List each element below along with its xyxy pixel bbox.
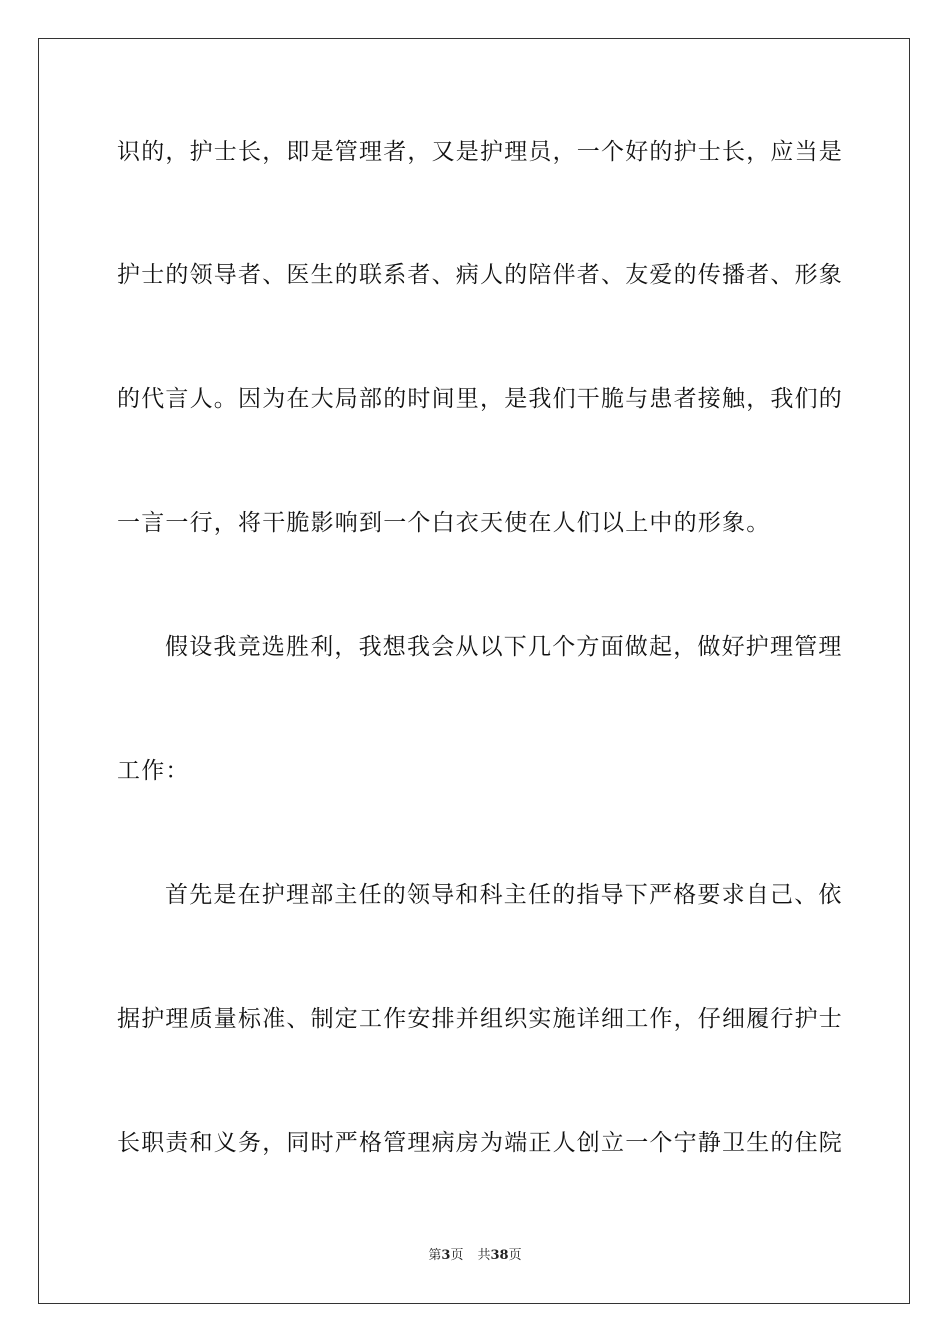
page-footer xyxy=(0,1247,950,1265)
footer-page-prefix: 第 xyxy=(428,1248,442,1263)
footer-page-suffix: 页 xyxy=(450,1248,464,1263)
text-line-8: 据护理质量标准、制定工作安排并组织实施详细工作，仔细履行护士 xyxy=(117,1006,843,1032)
text-line-2: 护士的领导者、医生的联系者、病人的陪伴者、友爱的传播者、形象 xyxy=(117,262,843,288)
text-line-3: 的代言人。因为在大局部的时间里，是我们干脆与患者接触，我们的 xyxy=(117,386,843,412)
footer-page-number: 3 xyxy=(441,1248,451,1263)
text-line-6: 工作： xyxy=(117,758,190,784)
page-border xyxy=(38,38,910,1304)
footer-total-prefix: 共 xyxy=(477,1248,491,1263)
footer-total-suffix: 页 xyxy=(508,1248,522,1263)
text-line-1: 识的，护士长，即是管理者，又是护理员，一个好的护士长，应当是 xyxy=(117,139,843,165)
text-line-9: 长职责和义务，同时严格管理病房为端正人创立一个宁静卫生的住院 xyxy=(117,1130,843,1156)
text-line-7: 首先是在护理部主任的领导和科主任的指导下严格要求自己、依 xyxy=(165,882,843,908)
text-line-5: 假设我竞选胜利，我想我会从以下几个方面做起，做好护理管理 xyxy=(165,634,843,660)
text-line-4: 一言一行，将干脆影响到一个白衣天使在人们以上中的形象。 xyxy=(117,510,771,536)
footer-total-pages: 38 xyxy=(490,1248,509,1263)
